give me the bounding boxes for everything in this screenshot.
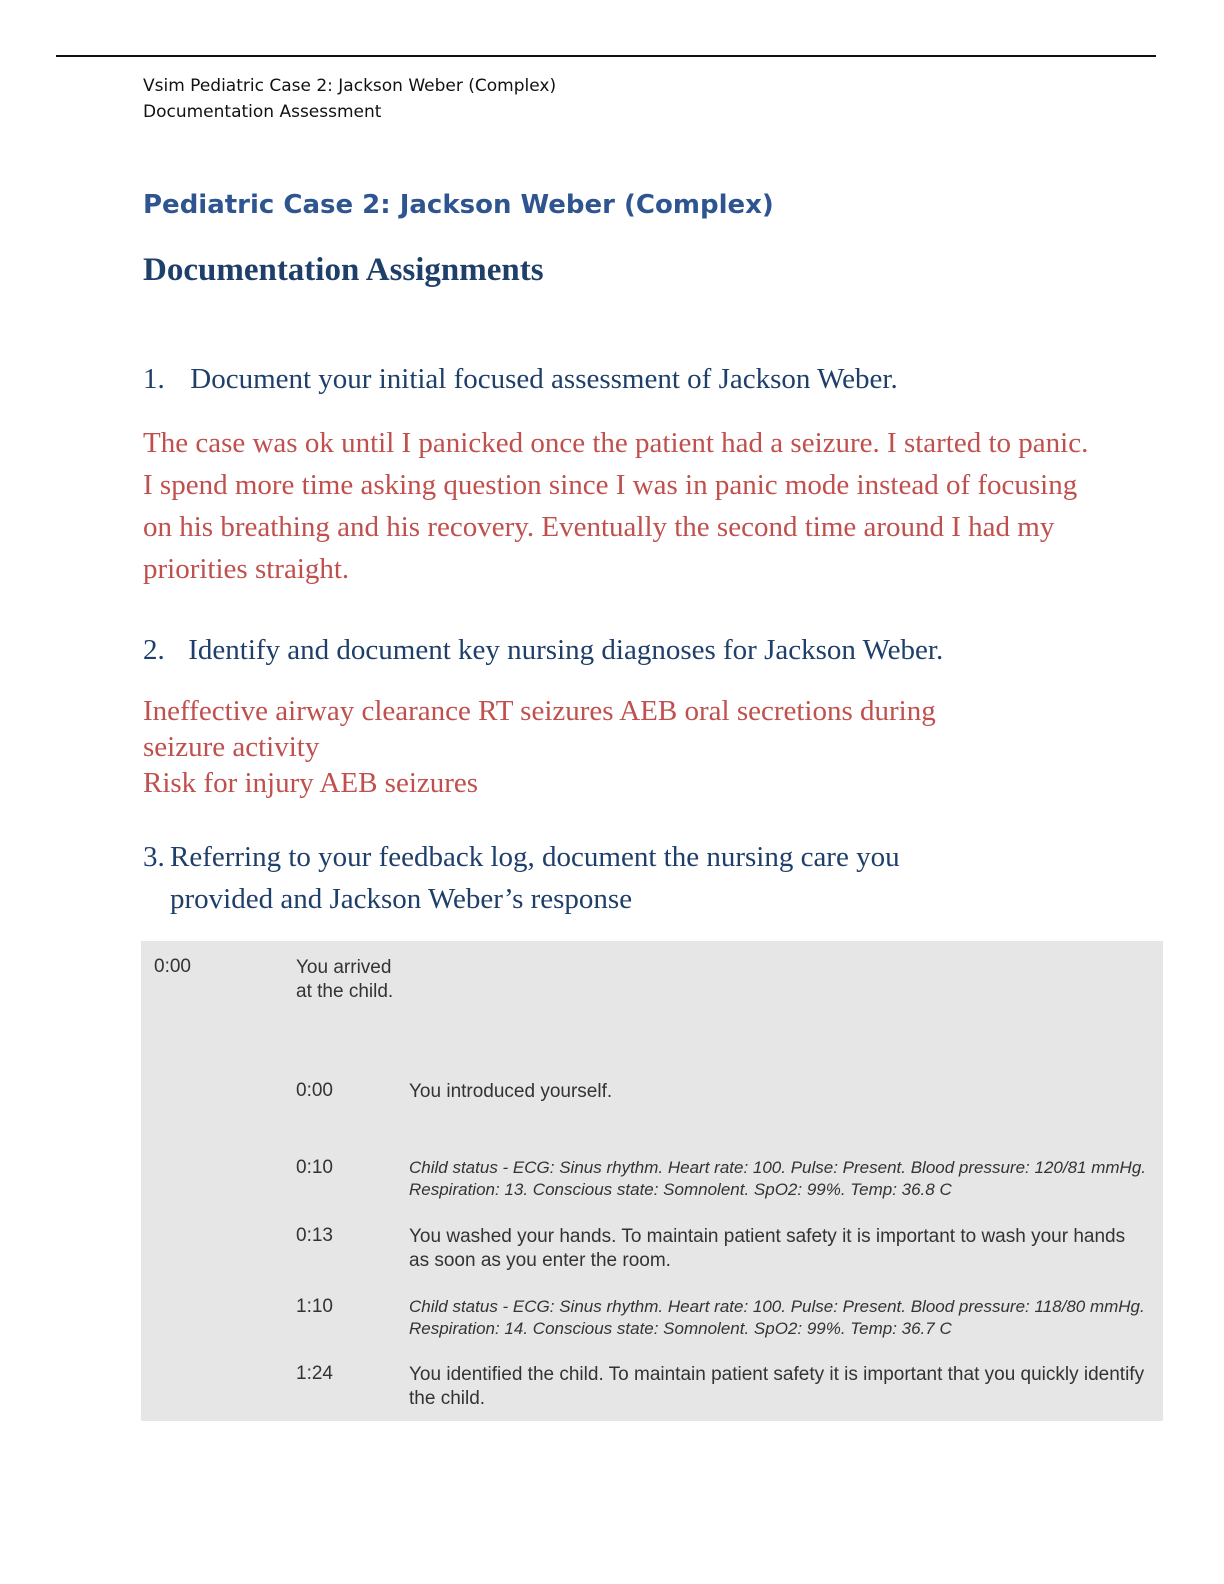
log-entry-time: 0:13 xyxy=(296,1225,333,1246)
question-1 xyxy=(143,358,898,400)
question-3-number: 3. xyxy=(143,841,165,873)
diagnosis-line: Ineffective airway clearance RT seizures AEB oral secretions during xyxy=(143,695,936,727)
question-1-text: Document your initial focused assessment of Jackson Weber. xyxy=(190,363,898,395)
diagnosis-line: Risk for injury AEB seizures xyxy=(143,767,479,799)
log-entry-time: 0:00 xyxy=(296,1080,333,1101)
question-2-text: Identify and document key nursing diagnoses for Jackson Weber. xyxy=(188,634,944,666)
document-title: Documentation Assignments xyxy=(143,252,544,288)
log-first-event: You arrived at the child. xyxy=(296,957,394,1002)
running-header-line-1: Vsim Pediatric Case 2: Jackson Weber (Complex) xyxy=(143,76,557,96)
log-entry-time: 1:24 xyxy=(296,1363,333,1384)
diagnosis-line: seizure activity xyxy=(143,731,320,763)
question-2 xyxy=(143,629,943,671)
log-entry-text: You introduced yourself. xyxy=(409,1081,613,1102)
log-entry-text: Child status - ECG: Sinus rhythm. Heart rate: 100. Pulse: Present. Blood pressure: 118/80 mmHg. Respiration: 14. Conscious state: Somnolent. SpO2: 99%. Temp: 36.7 C xyxy=(409,1297,1145,1338)
question-1-number: 1. xyxy=(143,363,165,395)
question-3-text-line-1: Referring to your feedback log, document the nursing care you xyxy=(170,841,900,873)
case-title: Pediatric Case 2: Jackson Weber (Complex) xyxy=(143,190,774,220)
answer-2 xyxy=(143,693,1103,801)
log-entry-text: You washed your hands. To maintain patient safety it is important to wash your hands as soon as you enter the room. xyxy=(409,1226,1126,1271)
header-rule xyxy=(56,55,1156,57)
question-2-number: 2. xyxy=(143,634,165,666)
running-header xyxy=(143,73,556,125)
log-entry-text: You identified the child. To maintain patient safety it is important that you quickly identify the child. xyxy=(409,1364,1145,1409)
log-time: 0:00 xyxy=(154,956,191,977)
question-3 xyxy=(143,836,900,920)
feedback-log xyxy=(141,941,1163,1421)
running-header-line-2: Documentation Assessment xyxy=(143,102,382,122)
log-entry-time: 0:10 xyxy=(296,1157,333,1178)
log-entry-time: 1:10 xyxy=(296,1296,333,1317)
answer-1: The case was ok until I panicked once the patient had a seizure. I started to panic. I spend more time asking question since I was in panic mode instead of focusing on his breathing and his recovery. Eventually the second time around I had my priorities straight. xyxy=(143,427,1089,585)
log-entry-text: Child status - ECG: Sinus rhythm. Heart rate: 100. Pulse: Present. Blood pressure: 120/81 mmHg. Respiration: 13. Conscious state: Somnolent. SpO2: 99%. Temp: 36.8 C xyxy=(409,1158,1146,1199)
question-3-text-line-2: provided and Jackson Weber’s response xyxy=(170,883,633,915)
